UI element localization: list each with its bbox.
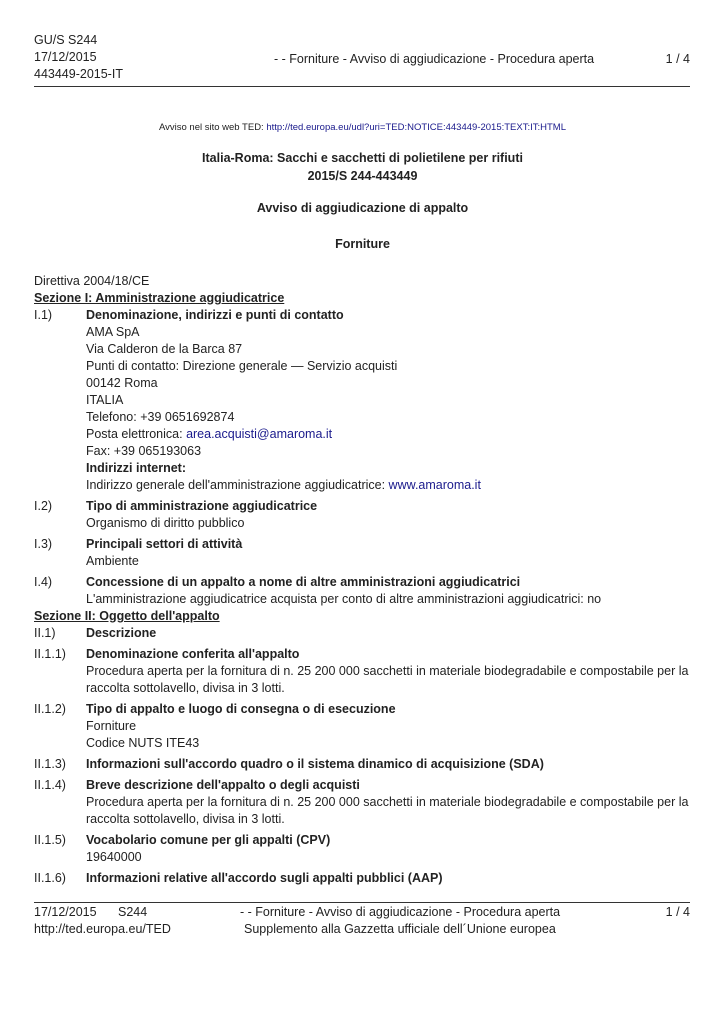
item-title: Breve descrizione dell'appalto o degli acquisti: [86, 778, 360, 792]
item-title: Vocabolario comune per gli appalti (CPV): [86, 833, 331, 847]
header-title: - - Forniture - Avviso di aggiudicazione - Procedura aperta: [274, 52, 595, 66]
item-number: I.2): [34, 499, 53, 513]
internet-label: Indirizzo generale dell'amministrazione aggiudicatrice:: [86, 478, 389, 492]
footer-url: http://ted.europa.eu/TED: [34, 922, 171, 936]
doc-notice-type: Avviso di aggiudicazione di appalto: [256, 201, 469, 215]
item-number: I.3): [34, 537, 53, 551]
item-ii14: [34, 777, 690, 828]
item-title: Principali settori di attività: [86, 537, 243, 551]
doc-reference: 2015/S 244-443449: [307, 169, 418, 183]
document-body: [34, 273, 690, 887]
header-left: [34, 32, 123, 83]
org-contact: Punti di contatto: Direzione generale — Servizio acquisti: [86, 359, 398, 373]
org-fax: Fax: +39 065193063: [86, 444, 202, 458]
item-title: Concessione di un appalto a nome di altre amministrazioni aggiudicatrici: [86, 575, 521, 589]
website-link[interactable]: www.amaroma.it: [388, 478, 481, 492]
item-text: raccolta sottolavello, divisa in 3 lotti.: [86, 681, 285, 695]
item-title: Informazioni sull'accordo quadro o il sistema dinamico di acquisizione (SDA): [86, 757, 544, 771]
header-date: 17/12/2015: [34, 50, 97, 64]
internet-title: Indirizzi internet:: [86, 461, 186, 475]
item-title: Tipo di amministrazione aggiudicatrice: [86, 499, 318, 513]
footer-title: - - Forniture - Avviso di aggiudicazione - Procedura aperta: [240, 905, 561, 919]
ted-link[interactable]: http://ted.europa.eu/udl?uri=TED:NOTICE:443449-2015:TEXT:IT:HTML: [266, 122, 567, 133]
org-name: AMA SpA: [86, 325, 140, 339]
item-ii12: [34, 701, 690, 752]
org-street: Via Calderon de la Barca 87: [86, 342, 243, 356]
item-text: Codice NUTS ITE43: [86, 736, 200, 750]
doc-contract-type: Forniture: [335, 237, 390, 251]
item-ii13: [34, 756, 690, 773]
item-i2: [34, 498, 690, 532]
footer-divider: [34, 902, 690, 903]
item-text: 19640000: [86, 850, 142, 864]
item-ii16: [34, 870, 690, 887]
item-number: II.1.2): [34, 702, 66, 716]
directive: Direttiva 2004/18/CE: [34, 274, 150, 288]
item-i4: [34, 574, 690, 608]
footer-supplement: Supplemento alla Gazzetta ufficiale dell´Unione europea: [244, 922, 556, 936]
item-number: II.1): [34, 626, 56, 640]
section-2-heading: Sezione II: Oggetto dell'appalto: [34, 609, 220, 623]
item-text: Procedura aperta per la fornitura di n. 25 200 000 sacchetti in materiale biodegradabile e compostabile per la: [86, 664, 689, 678]
item-ii1: [34, 625, 690, 642]
item-title: Informazioni relative all'accordo sugli appalti pubblici (AAP): [86, 871, 443, 885]
footer-series: S244: [118, 905, 148, 919]
item-number: I.1): [34, 308, 53, 322]
item-title: Denominazione, indirizzi e punti di contatto: [86, 308, 344, 322]
header-page: 1 / 4: [665, 52, 690, 66]
item-number: II.1.3): [34, 757, 66, 771]
doc-title: Italia-Roma: Sacchi e sacchetti di polietilene per rifiuti: [202, 151, 523, 165]
page-header: [34, 32, 690, 86]
item-title: Denominazione conferita all'appalto: [86, 647, 300, 661]
org-country: ITALIA: [86, 393, 124, 407]
item-title: Descrizione: [86, 626, 157, 640]
email-link[interactable]: area.acquisti@amaroma.it: [186, 427, 333, 441]
item-text: raccolta sottolavello, divisa in 3 lotti.: [86, 812, 285, 826]
internet-line: [86, 477, 690, 494]
item-number: I.4): [34, 575, 53, 589]
footer-date: 17/12/2015: [34, 905, 97, 919]
org-phone: Telefono: +39 0651692874: [86, 410, 235, 424]
item-text: Organismo di diritto pubblico: [86, 516, 245, 530]
item-ii15: [34, 832, 690, 866]
org-postal: 00142 Roma: [86, 376, 158, 390]
ted-prefix: Avviso nel sito web TED:: [158, 122, 267, 133]
org-email-line: [86, 426, 690, 443]
item-i3: [34, 536, 690, 570]
footer-page: 1 / 4: [665, 905, 690, 919]
item-i1: [34, 307, 690, 494]
header-notice-id: 443449-2015-IT: [34, 67, 123, 81]
item-text: L'amministrazione aggiudicatrice acquista per conto di altre amministrazioni aggiudicatrici: no: [86, 592, 602, 606]
item-number: II.1.4): [34, 778, 66, 792]
item-title: Tipo di appalto e luogo di consegna o di esecuzione: [86, 702, 396, 716]
item-text: Forniture: [86, 719, 137, 733]
item-text: Procedura aperta per la fornitura di n. 25 200 000 sacchetti in materiale biodegradabile e compostabile per la: [86, 795, 689, 809]
item-number: II.1.6): [34, 871, 66, 885]
header-divider: [34, 86, 690, 87]
ted-notice-line: [0, 122, 725, 133]
section-1-heading: Sezione I: Amministrazione aggiudicatrice: [34, 291, 285, 305]
item-ii11: [34, 646, 690, 697]
header-gus: GU/S S244: [34, 33, 98, 47]
email-label: Posta elettronica:: [86, 427, 187, 441]
item-number: II.1.1): [34, 647, 66, 661]
item-number: II.1.5): [34, 833, 66, 847]
item-text: Ambiente: [86, 554, 139, 568]
